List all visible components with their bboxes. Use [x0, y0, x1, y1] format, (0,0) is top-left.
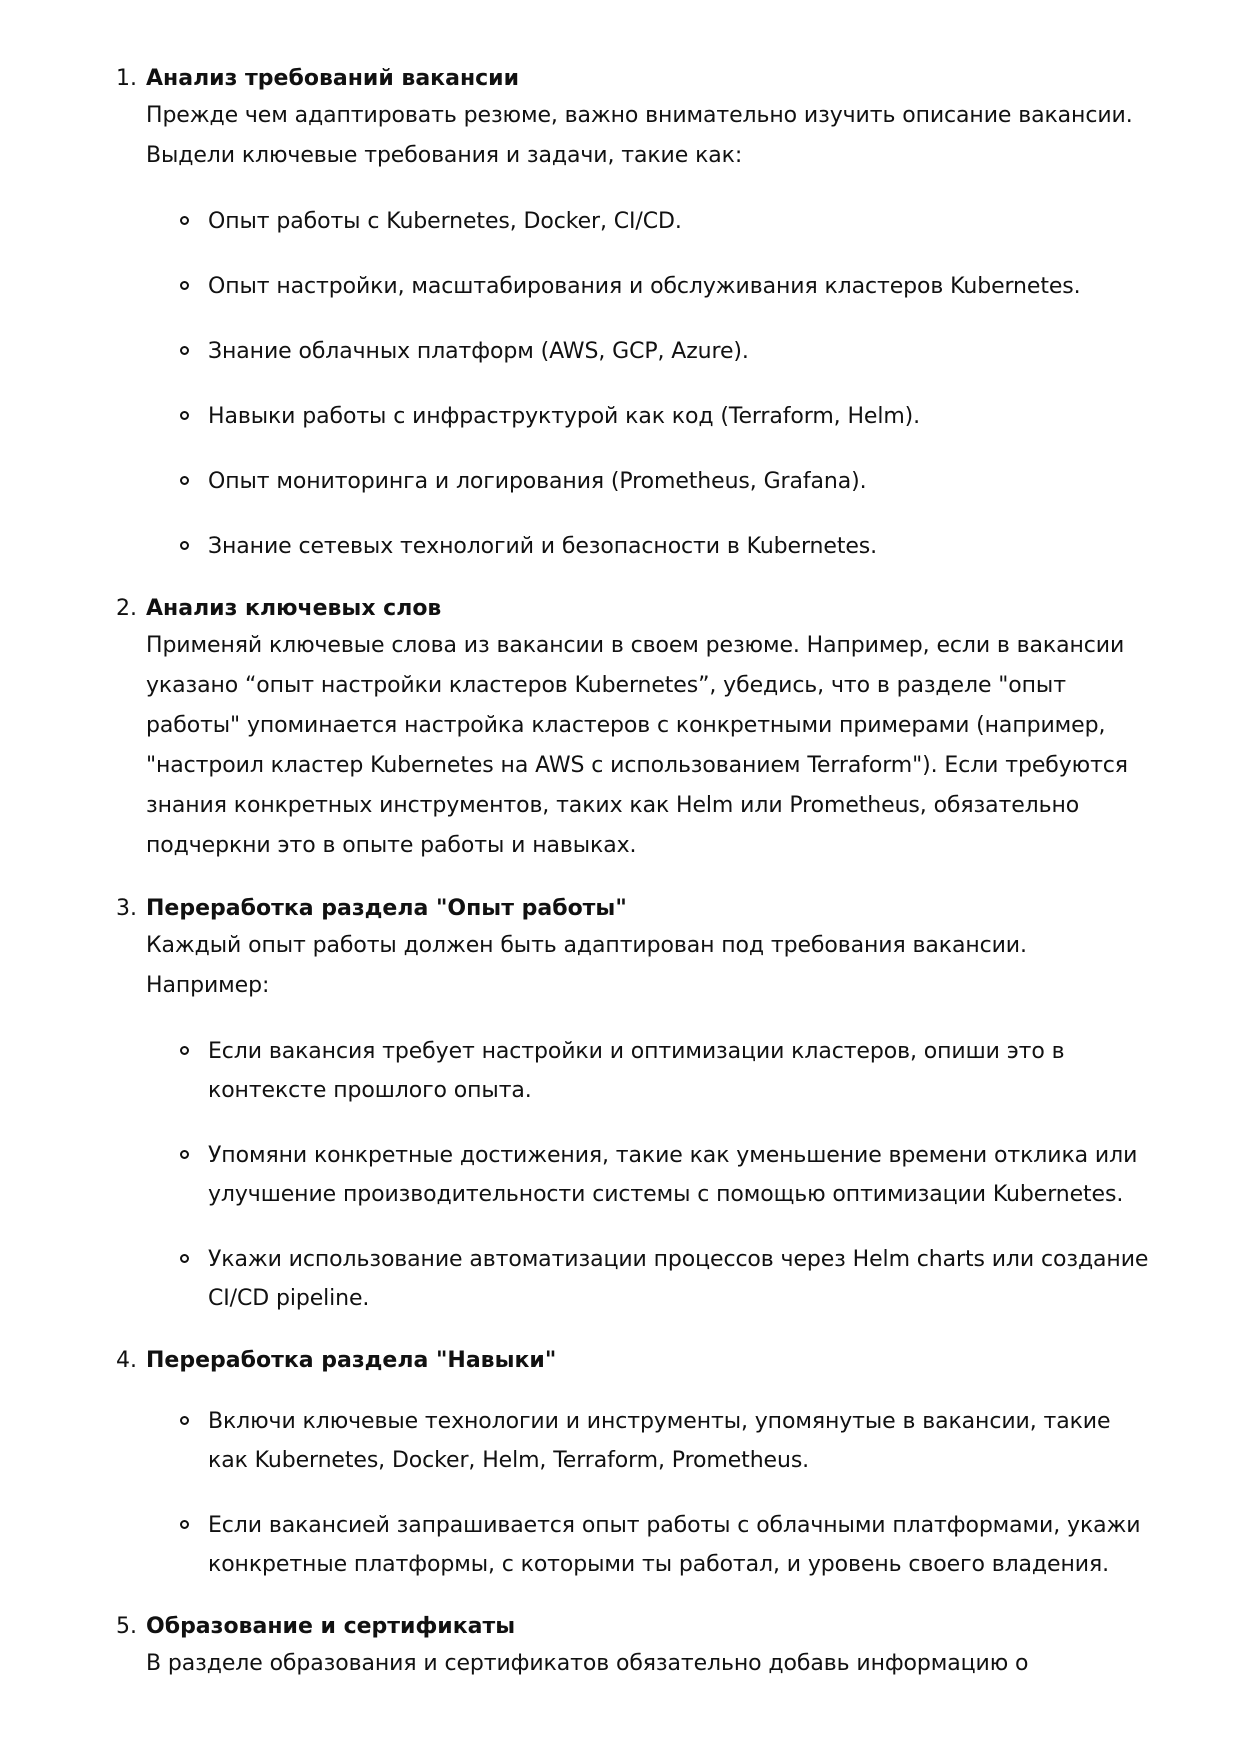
circle-bullet-icon — [180, 216, 189, 225]
section-title: Анализ ключевых слов — [146, 596, 442, 621]
section-5 — [116, 1612, 1156, 1684]
bullet-list — [146, 1402, 1156, 1584]
list-item-text: Опыт настройки, масштабирования и обслуживания кластеров Kubernetes. — [208, 274, 1081, 299]
section-title: Образование и сертификаты — [146, 1614, 516, 1639]
list-item-text: Знание облачных платформ (AWS, GCP, Azure). — [208, 339, 749, 364]
section-paragraph: Каждый опыт работы должен быть адаптирован под требования вакансии. Например: — [146, 933, 1027, 998]
list-item — [146, 1402, 1156, 1480]
list-item — [146, 332, 1156, 371]
list-item-text: Укажи использование автоматизации процессов через Helm charts или создание CI/CD pipeline. — [208, 1247, 1149, 1311]
section-number: 2. — [116, 596, 137, 621]
circle-bullet-icon — [180, 1254, 189, 1263]
list-item — [146, 527, 1156, 566]
circle-bullet-icon — [180, 476, 189, 485]
list-item — [146, 397, 1156, 436]
list-item-text: Упомяни конкретные достижения, такие как уменьшение времени отклика или улучшение производительности системы с помощью оптимизации Kubernetes. — [208, 1143, 1138, 1207]
list-item-text: Знание сетевых технологий и безопасности в Kubernetes. — [208, 534, 878, 559]
circle-bullet-icon — [180, 541, 189, 550]
list-item — [146, 202, 1156, 241]
section-number: 5. — [116, 1614, 137, 1639]
section-title: Переработка раздела "Навыки" — [146, 1348, 557, 1373]
list-item — [146, 462, 1156, 501]
section-number: 4. — [116, 1348, 137, 1373]
list-item — [146, 1032, 1156, 1110]
section-3 — [116, 894, 1156, 1318]
bullet-list — [146, 202, 1156, 566]
list-item-text: Опыт работы с Kubernetes, Docker, CI/CD. — [208, 209, 682, 234]
list-item — [146, 1240, 1156, 1318]
section-1 — [116, 64, 1156, 566]
section-title: Переработка раздела "Опыт работы" — [146, 896, 627, 921]
list-item-text: Включи ключевые технологии и инструменты, упомянутые в вакансии, такие как Kubernetes, Docker, Helm, Terraform, Prometheus. — [208, 1409, 1111, 1473]
list-item — [146, 1506, 1156, 1584]
circle-bullet-icon — [180, 411, 189, 420]
section-paragraph: Прежде чем адаптировать резюме, важно внимательно изучить описание вакансии. Выдели ключевые требования и задачи, такие как: — [146, 103, 1133, 168]
section-number: 3. — [116, 896, 137, 921]
circle-bullet-icon — [180, 1046, 189, 1055]
list-item — [146, 1136, 1156, 1214]
list-item-text: Опыт мониторинга и логирования (Prometheus, Grafana). — [208, 469, 867, 494]
circle-bullet-icon — [180, 346, 189, 355]
circle-bullet-icon — [180, 1150, 189, 1159]
section-number: 1. — [116, 66, 137, 91]
section-4 — [116, 1346, 1156, 1584]
list-item — [146, 267, 1156, 306]
circle-bullet-icon — [180, 281, 189, 290]
circle-bullet-icon — [180, 1520, 189, 1529]
section-paragraph: Применяй ключевые слова из вакансии в своем резюме. Например, если в вакансии указано “опыт настройки кластеров Kubernetes”, убедись, что в разделе "опыт работы" упоминается настройка кластеров с конкретными примерами (например, "настроил кластер Kubernetes на AWS с использованием Terraform"). Если требуются знания конкретных инструментов, таких как Helm или Prometheus, обязательно подчеркни это в опыте работы и навыках. — [146, 633, 1128, 858]
list-item-text: Если вакансией запрашивается опыт работы с облачными платформами, укажи конкретные платформы, с которыми ты работал, и уровень своего владения. — [208, 1513, 1141, 1577]
section-title: Анализ требований вакансии — [146, 66, 520, 91]
list-item-text: Если вакансия требует настройки и оптимизации кластеров, опиши это в контексте прошлого опыта. — [208, 1039, 1065, 1103]
bullet-list — [146, 1032, 1156, 1318]
list-item-text: Навыки работы с инфраструктурой как код (Terraform, Helm). — [208, 404, 921, 429]
section-2 — [116, 594, 1156, 866]
section-paragraph: В разделе образования и сертификатов обязательно добавь информацию о — [146, 1651, 1029, 1676]
circle-bullet-icon — [180, 1416, 189, 1425]
